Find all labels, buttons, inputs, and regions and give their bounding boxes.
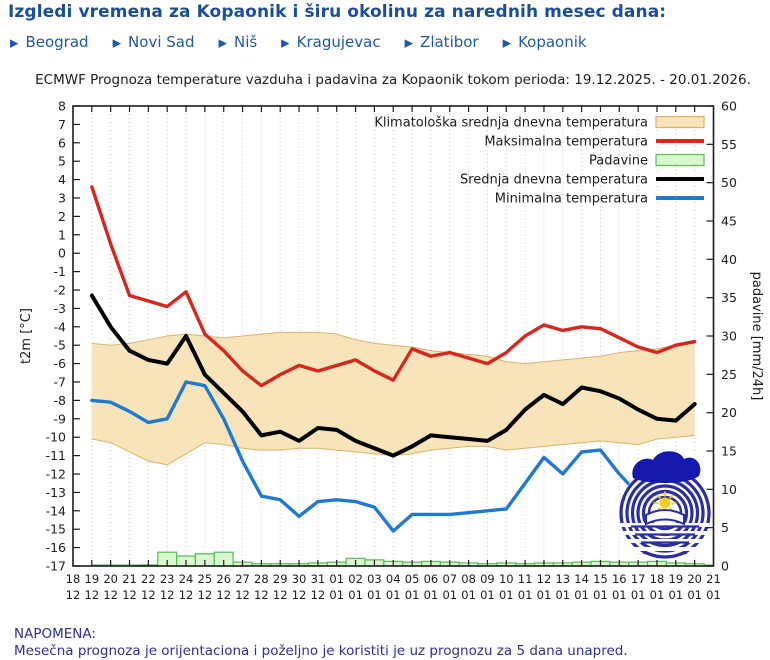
svg-text:01: 01 (574, 588, 589, 602)
svg-text:12: 12 (254, 588, 269, 602)
svg-text:03: 03 (367, 572, 382, 586)
svg-text:01: 01 (706, 588, 721, 602)
nav-link-label: Zlatibor (420, 33, 479, 51)
svg-text:-9: -9 (53, 411, 66, 427)
svg-text:4: 4 (58, 172, 66, 188)
nav-link-label: Beograd (25, 33, 89, 51)
svg-text:-11: -11 (45, 448, 66, 464)
svg-text:31: 31 (310, 572, 326, 586)
svg-text:5: 5 (58, 153, 66, 169)
svg-text:12: 12 (197, 588, 213, 602)
nav-link-kragujevac[interactable] (281, 33, 380, 51)
svg-text:30: 30 (291, 572, 307, 586)
note-text: Mesečna prognoza je orijentaciona i poželjno je koristiti je uz prognozu za 5 dana unapred. (14, 643, 628, 659)
nav-link-label: Kopaonik (518, 33, 587, 51)
svg-text:7: 7 (58, 116, 66, 132)
svg-text:01: 01 (329, 588, 345, 602)
svg-text:28: 28 (254, 572, 269, 586)
svg-text:12: 12 (291, 588, 307, 602)
svg-text:30: 30 (721, 328, 737, 344)
svg-text:5: 5 (721, 520, 729, 536)
svg-text:01: 01 (423, 588, 439, 602)
svg-text:16: 16 (611, 572, 627, 586)
legend (374, 116, 704, 207)
arrow-right-icon: ▶ (10, 36, 19, 49)
svg-text:24: 24 (178, 572, 194, 586)
svg-text:04: 04 (385, 572, 401, 586)
svg-text:10: 10 (721, 481, 737, 497)
svg-text:01: 01 (593, 588, 608, 602)
svg-text:12: 12 (272, 588, 288, 602)
svg-text:55: 55 (721, 136, 737, 152)
svg-text:12: 12 (310, 588, 326, 602)
svg-text:01: 01 (687, 588, 702, 602)
svg-text:01: 01 (649, 588, 665, 602)
rhmz-weather-service-logo (619, 451, 711, 559)
svg-text:-6: -6 (53, 356, 66, 372)
y-right-tick-labels (721, 99, 737, 574)
nav-link-kopaonik[interactable] (503, 33, 587, 51)
svg-text:08: 08 (461, 572, 476, 586)
svg-text:01: 01 (498, 588, 514, 602)
legend-label: Padavine (589, 153, 648, 169)
svg-text:-4: -4 (53, 319, 66, 335)
nav-link-beograd[interactable] (10, 33, 89, 51)
y-left-axis-title: t2m [°C] (19, 308, 34, 364)
svg-text:01: 01 (611, 588, 627, 602)
svg-text:1: 1 (58, 227, 66, 243)
svg-text:20: 20 (103, 572, 118, 586)
svg-text:12: 12 (159, 588, 175, 602)
svg-text:19: 19 (84, 572, 100, 586)
svg-text:01: 01 (480, 588, 495, 602)
svg-text:01: 01 (385, 588, 401, 602)
svg-text:-3: -3 (53, 300, 66, 316)
svg-text:15: 15 (593, 572, 608, 586)
svg-text:21: 21 (122, 572, 137, 586)
svg-text:12: 12 (84, 588, 100, 602)
svg-text:18: 18 (649, 572, 665, 586)
svg-text:12: 12 (141, 588, 156, 602)
svg-text:12: 12 (235, 588, 250, 602)
cloud-icon (632, 451, 700, 483)
svg-text:14: 14 (574, 572, 589, 586)
x-tick-labels (66, 572, 721, 602)
nav-link-nis[interactable] (219, 33, 258, 51)
legend-swatch-klimatoloska-srednja-dnevna-temperatura (656, 117, 704, 128)
svg-text:-17: -17 (45, 558, 66, 574)
chart-title: ECMWF Prognoza temperature vazduha i padavina za Kopaonik tokom perioda: 19.12.2025. - 20.01.2026. (35, 72, 751, 88)
nav-link-novi-sad[interactable] (113, 33, 195, 51)
legend-label: Srednja dnevna temperatura (460, 172, 648, 188)
svg-text:12: 12 (178, 588, 194, 602)
svg-text:60: 60 (721, 98, 737, 114)
svg-text:12: 12 (65, 588, 81, 602)
svg-text:01: 01 (555, 588, 571, 602)
svg-text:10: 10 (498, 572, 514, 586)
svg-text:-13: -13 (45, 484, 66, 500)
svg-text:2: 2 (58, 208, 66, 224)
svg-text:-12: -12 (45, 466, 66, 482)
svg-text:12: 12 (122, 588, 137, 602)
svg-text:01: 01 (367, 588, 382, 602)
svg-text:22: 22 (141, 572, 156, 586)
svg-text:45: 45 (721, 213, 737, 229)
svg-text:-1: -1 (53, 264, 66, 280)
legend-label: Minimalna temperatura (494, 191, 648, 207)
arrow-right-icon: ▶ (404, 36, 414, 49)
arrow-right-icon: ▶ (112, 36, 122, 49)
svg-text:19: 19 (668, 572, 684, 586)
series-padavine-bars (92, 552, 714, 566)
svg-text:05: 05 (404, 572, 420, 586)
svg-text:21: 21 (706, 572, 721, 586)
svg-text:13: 13 (555, 572, 571, 586)
svg-text:25: 25 (197, 572, 213, 586)
svg-text:01: 01 (630, 588, 646, 602)
svg-text:50: 50 (721, 175, 737, 191)
svg-text:-14: -14 (45, 503, 66, 519)
page-title: Izgledi vremena za Kopaonik i širu okolinu za narednih mesec dana: (8, 2, 667, 22)
y-left-tick-labels (46, 99, 66, 574)
svg-text:15: 15 (721, 443, 737, 459)
svg-text:-16: -16 (45, 540, 66, 556)
svg-text:01: 01 (461, 588, 476, 602)
y-right-axis-title: padavine [mm/24h] (749, 271, 764, 401)
svg-text:-8: -8 (53, 392, 66, 408)
svg-text:12: 12 (216, 588, 232, 602)
svg-text:-10: -10 (45, 429, 66, 445)
svg-text:02: 02 (348, 572, 363, 586)
note-title: NAPOMENA: (14, 626, 96, 642)
svg-text:35: 35 (721, 290, 737, 306)
svg-text:25: 25 (721, 366, 737, 382)
arrow-right-icon: ▶ (281, 36, 290, 49)
svg-text:07: 07 (442, 572, 458, 586)
svg-text:-7: -7 (53, 374, 66, 390)
svg-text:06: 06 (423, 572, 439, 586)
svg-text:26: 26 (216, 572, 232, 586)
svg-text:01: 01 (517, 588, 533, 602)
svg-text:11: 11 (517, 572, 533, 586)
legend-swatch-padavine (656, 155, 704, 166)
legend-label: Klimatološka srednja dnevna temperatura (374, 115, 648, 131)
svg-text:20: 20 (721, 405, 737, 421)
nav-link-label: Niš (233, 33, 258, 51)
svg-text:12: 12 (103, 588, 118, 602)
svg-text:-15: -15 (45, 521, 66, 537)
forecast-meteogram-chart (0, 64, 770, 624)
nav-link-zlatibor[interactable] (405, 33, 479, 51)
legend-label: Maksimalna temperatura (484, 134, 648, 150)
svg-text:-2: -2 (53, 282, 66, 298)
svg-text:01: 01 (329, 572, 345, 586)
svg-text:0: 0 (721, 558, 729, 574)
svg-text:29: 29 (272, 572, 288, 586)
nav-link-label: Kragujevac (296, 33, 381, 51)
svg-text:0: 0 (58, 245, 66, 261)
svg-text:27: 27 (235, 572, 250, 586)
svg-text:12: 12 (536, 572, 552, 586)
nav-link-label: Novi Sad (128, 33, 195, 51)
svg-text:01: 01 (668, 588, 684, 602)
arrow-right-icon: ▶ (502, 36, 512, 49)
series-klimatoloska-srednja-dnevna-temperatura-fill (92, 332, 695, 464)
svg-text:01: 01 (348, 588, 363, 602)
svg-text:40: 40 (721, 251, 737, 267)
city-nav (10, 33, 587, 51)
svg-text:17: 17 (630, 572, 646, 586)
arrow-right-icon: ▶ (218, 36, 227, 49)
svg-text:3: 3 (58, 190, 66, 206)
svg-text:01: 01 (536, 588, 552, 602)
svg-text:8: 8 (58, 98, 66, 114)
svg-text:01: 01 (442, 588, 458, 602)
svg-text:23: 23 (159, 572, 175, 586)
svg-text:09: 09 (480, 572, 495, 586)
svg-text:-5: -5 (53, 337, 66, 353)
svg-text:6: 6 (58, 135, 66, 151)
svg-text:18: 18 (65, 572, 81, 586)
svg-text:20: 20 (687, 572, 702, 586)
svg-text:01: 01 (404, 588, 420, 602)
